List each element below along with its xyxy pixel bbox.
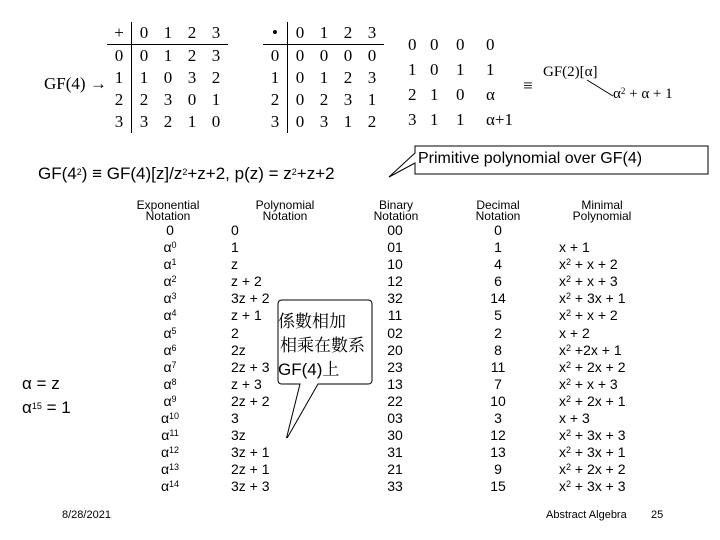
add-table-cell: 3 xyxy=(163,90,173,109)
mul-table-row xyxy=(263,45,384,68)
exp-cell: $\alpha^{10}$ xyxy=(160,410,180,427)
add-table-cell: 3 xyxy=(187,68,197,87)
min-cell: $x^2 + 2x + 2$ xyxy=(559,461,626,478)
title-sup-2: 2 xyxy=(182,167,188,177)
add-table-row xyxy=(107,111,228,133)
header-exp-line2: Notation xyxy=(145,209,191,223)
poly-cell: 3z + 2 xyxy=(231,290,270,307)
min-cell: $x^2 + x + 3$ xyxy=(559,273,618,290)
min-cell: $x^2 + 2x + 1$ xyxy=(559,392,626,409)
add-table-header-cell: 3 xyxy=(204,22,228,45)
dec-cell: 3 xyxy=(494,410,502,427)
elem-map-cell: 1 xyxy=(430,110,439,129)
mul-table-cell: 0 xyxy=(295,90,305,109)
poly-cell: 3 xyxy=(231,410,239,427)
poly-cell: z + 3 xyxy=(231,375,262,392)
poly-cell: z xyxy=(231,256,238,273)
exp-cell: $\alpha^1$ xyxy=(163,256,177,273)
poly-cell: 3z + 3 xyxy=(231,478,270,495)
add-table-cell: 1 xyxy=(187,112,197,131)
dec-cell: 12 xyxy=(490,427,506,444)
elem-map-cell: 2 xyxy=(408,85,417,104)
bin-cell: 13 xyxy=(387,375,403,392)
add-table-cell: 1 xyxy=(163,46,173,65)
dec-cell: 7 xyxy=(494,375,502,392)
dec-cell: 2 xyxy=(494,324,502,341)
min-column xyxy=(559,222,669,496)
poly-cell: 0 xyxy=(231,222,239,238)
bin-cell: 01 xyxy=(387,239,403,256)
elem-map-cell: 1 xyxy=(486,60,495,79)
dec-cell: 0 xyxy=(494,222,502,238)
add-table-cell: 0 xyxy=(187,90,197,109)
min-cell: $x^2 +2x + 1$ xyxy=(559,341,622,358)
exp-column xyxy=(140,222,200,496)
min-cell: $x^2 + 3x + 3$ xyxy=(559,427,626,444)
gf2-label: GF(2)[α] xyxy=(543,64,598,80)
alpha-eq-1: α = z xyxy=(22,374,60,393)
title-part-2: ) ≡ GF(4)[z]/z xyxy=(81,164,183,183)
elem-map-cell: α xyxy=(486,85,495,104)
poly-cell: 1 xyxy=(231,239,239,256)
poly-cell: 2z + 1 xyxy=(231,461,270,478)
add-table-cell: 2 xyxy=(211,68,221,87)
mul-table-header-cell: 0 xyxy=(288,22,313,45)
elem-map-cell: 0 xyxy=(456,35,465,54)
footer-page: 25 xyxy=(651,509,664,521)
dec-cell: 5 xyxy=(494,307,502,324)
exp-cell: $\alpha^{11}$ xyxy=(161,427,179,444)
min-cell: x + 2 xyxy=(559,324,590,341)
dec-cell: 8 xyxy=(494,341,502,358)
mul-table-cell: 0 xyxy=(295,112,305,131)
elem-map-cell: 0 xyxy=(456,85,465,104)
dec-column xyxy=(473,222,523,496)
alpha-eq-2: $\alpha^{15} = 1$ xyxy=(22,398,71,417)
dec-cell: 14 xyxy=(490,290,506,307)
header-poly-line1: Polynomial xyxy=(255,198,315,212)
exp-cell: 0 xyxy=(166,222,174,238)
elem-map-cell: 0 xyxy=(486,35,495,54)
elem-map-cell: 0 xyxy=(430,35,439,54)
dec-cell: 10 xyxy=(490,392,506,409)
mul-table-row xyxy=(263,67,384,89)
min-cell: $x^2 + 3x + 1$ xyxy=(559,290,626,307)
footer-course: Abstract Algebra xyxy=(546,509,627,521)
min-cell: $x^2 + x + 2$ xyxy=(559,256,618,273)
add-table-corner: + xyxy=(107,22,132,45)
callout-mid-line1: 係數相加 xyxy=(278,312,346,331)
add-table-cell: 0 xyxy=(211,112,221,131)
title-part-3: +z+2, p(z) = z xyxy=(187,164,292,183)
elem-map-cell: 0 xyxy=(408,35,417,54)
mul-table-cell: 3 xyxy=(319,112,329,131)
poly-cell: 3z + 1 xyxy=(231,444,270,461)
header-poly-line2: Notation xyxy=(262,209,308,223)
callout-mid-line2: 相乘在數系 xyxy=(280,336,365,355)
mul-table-header-cell: 2 xyxy=(336,22,360,45)
add-table-cell: 3 xyxy=(211,46,221,65)
elem-map-cell: α+1 xyxy=(486,110,513,129)
mul-table-row xyxy=(263,111,384,133)
mul-table-cell: 0 xyxy=(295,68,305,87)
callout-top: Primitive polynomial over GF(4) xyxy=(418,150,643,167)
poly-cell: 2z xyxy=(231,341,246,358)
poly-cell: z + 2 xyxy=(231,273,262,290)
exp-cell: $\alpha^2$ xyxy=(163,273,177,290)
mul-table-cell: 2 xyxy=(343,68,353,87)
bin-cell: 32 xyxy=(387,290,403,307)
dec-cell: 4 xyxy=(494,256,502,273)
header-min-line2: Polynomial xyxy=(572,209,632,223)
header-exp xyxy=(125,200,211,222)
dec-cell: 1 xyxy=(494,239,502,256)
bin-cell: 02 xyxy=(387,324,403,341)
gf2-poly-label: $\alpha^2 + \alpha + 1$ xyxy=(613,86,673,102)
add-table-cell: 1 xyxy=(211,90,221,109)
equiv-symbol: ≡ xyxy=(523,76,533,95)
mul-table-cell: 2 xyxy=(319,90,329,109)
mul-table-cell: 3 xyxy=(263,111,288,133)
add-table-header-cell: 0 xyxy=(132,22,157,45)
header-min-line1: Minimal xyxy=(581,198,623,212)
add-table-cell: 3 xyxy=(107,111,132,133)
header-dec-line1: Decimal xyxy=(476,198,520,212)
title-sup-3: 2 xyxy=(291,167,297,177)
mul-table-cell: 1 xyxy=(367,90,377,109)
bin-cell: 03 xyxy=(387,410,403,427)
add-table-cell: 0 xyxy=(139,46,149,65)
min-cell: $x^2 + 2x + 2$ xyxy=(559,358,626,375)
bin-cell: 33 xyxy=(387,478,403,495)
poly-cell: 2 xyxy=(231,324,239,341)
min-cell: $x^2 + 3x + 1$ xyxy=(559,444,626,461)
bin-cell: 00 xyxy=(387,222,403,238)
multiplication-table xyxy=(263,22,384,133)
mul-table-cell: 0 xyxy=(343,46,353,65)
mul-table-cell: 0 xyxy=(263,45,288,68)
mul-table-cell: 0 xyxy=(295,46,305,65)
min-cell: $x^2 + 3x + 3$ xyxy=(559,478,626,495)
exp-cell: $\alpha^7$ xyxy=(163,358,177,375)
mul-table-cell: 0 xyxy=(367,46,377,65)
title-part-4: +z+2 xyxy=(296,164,335,183)
exp-cell: $\alpha^{13}$ xyxy=(160,461,180,478)
add-table-cell: 2 xyxy=(107,89,132,111)
bin-cell: 31 xyxy=(387,444,403,461)
add-table-cell: 0 xyxy=(107,45,132,68)
header-poly xyxy=(242,200,328,222)
mul-table-header-cell: 1 xyxy=(312,22,336,45)
add-table-cell: 2 xyxy=(187,46,197,65)
add-table-cell: 2 xyxy=(139,90,149,109)
add-table-header-cell: 2 xyxy=(180,22,204,45)
dec-cell: 15 xyxy=(490,478,506,495)
mul-table-cell: 2 xyxy=(263,89,288,111)
add-table-row xyxy=(107,89,228,111)
exp-cell: $\alpha^9$ xyxy=(163,392,177,409)
bin-cell: 23 xyxy=(387,358,403,375)
elem-map-cell: 1 xyxy=(456,110,465,129)
mul-table-header-cell: 3 xyxy=(360,22,384,45)
add-table-cell: 1 xyxy=(139,68,149,87)
add-table-row xyxy=(107,67,228,89)
add-table-header-cell: 1 xyxy=(156,22,180,45)
mul-table-cell: 1 xyxy=(343,112,353,131)
bin-cell: 10 xyxy=(387,256,403,273)
add-table-cell: 2 xyxy=(163,112,173,131)
mul-table-cell: 1 xyxy=(263,67,288,89)
mul-table-cell: 1 xyxy=(319,68,329,87)
header-bin xyxy=(356,200,436,222)
header-exp-line1: Exponential xyxy=(136,198,200,212)
element-mapping xyxy=(408,35,528,135)
bin-cell: 30 xyxy=(387,427,403,444)
mul-table-cell: 3 xyxy=(343,90,353,109)
elem-map-cell: 1 xyxy=(430,85,439,104)
exp-cell: $\alpha^{12}$ xyxy=(160,444,180,461)
bin-cell: 22 xyxy=(387,392,403,409)
add-table-cell: 1 xyxy=(107,67,132,89)
bin-cell: 11 xyxy=(387,307,403,324)
min-cell: $x^2 + x + 3$ xyxy=(559,375,618,392)
bin-cell: 20 xyxy=(387,341,403,358)
header-bin-line1: Binary xyxy=(378,198,413,212)
gf4-label xyxy=(44,74,107,94)
mul-table-row xyxy=(263,89,384,111)
mul-table-corner: • xyxy=(263,22,288,45)
exp-cell: $\alpha^3$ xyxy=(163,290,177,307)
alpha-equations xyxy=(22,372,71,420)
exp-cell: $\alpha^4$ xyxy=(163,307,177,324)
elem-map-cell: 1 xyxy=(456,60,465,79)
callout-mid-line3: GF(4)上 xyxy=(278,360,340,379)
min-cell: x + 1 xyxy=(559,239,590,256)
title-part-1: GF(4 xyxy=(38,164,77,183)
gf4-label-text: GF(4) xyxy=(44,74,86,93)
elem-map-cell: 1 xyxy=(408,60,417,79)
add-table-cell: 3 xyxy=(139,112,149,131)
min-cell xyxy=(559,222,669,239)
elem-map-cell: 0 xyxy=(430,60,439,79)
min-cell: x + 3 xyxy=(559,410,590,427)
poly-cell: z + 1 xyxy=(231,307,262,324)
min-cell: $x^2 + x + 2$ xyxy=(559,307,618,324)
callout-mid xyxy=(272,310,382,382)
dec-cell: 9 xyxy=(494,461,502,478)
dec-cell: 6 xyxy=(494,273,502,290)
mul-table-cell: 0 xyxy=(319,46,329,65)
addition-table xyxy=(107,22,228,133)
poly-cell: 2z + 2 xyxy=(231,392,270,409)
title-sup-1: 2 xyxy=(76,167,82,177)
mul-table-cell: 2 xyxy=(367,112,377,131)
bin-cell: 12 xyxy=(387,273,403,290)
poly-cell: 2z + 3 xyxy=(231,358,270,375)
bin-cell: 21 xyxy=(387,461,403,478)
right-arrow-icon: → xyxy=(89,74,107,93)
page-title xyxy=(38,164,335,184)
header-min xyxy=(562,200,642,222)
header-dec-line2: Notation xyxy=(475,209,521,223)
dec-cell: 11 xyxy=(490,358,506,375)
exp-cell: $\alpha^6$ xyxy=(163,341,177,358)
poly-cell: 3z xyxy=(231,427,246,444)
dec-cell: 13 xyxy=(490,444,506,461)
exp-cell: $\alpha^5$ xyxy=(163,324,177,341)
mul-table-cell: 3 xyxy=(367,68,377,87)
footer-date: 8/28/2021 xyxy=(62,509,111,521)
header-dec xyxy=(458,200,538,222)
add-table-row xyxy=(107,45,228,68)
add-table-cell: 0 xyxy=(163,68,173,87)
exp-cell: $\alpha^0$ xyxy=(163,239,177,256)
header-bin-line2: Notation xyxy=(373,209,419,223)
elem-map-cell: 3 xyxy=(408,110,417,129)
exp-cell: $\alpha^{14}$ xyxy=(160,478,180,495)
exp-cell: $\alpha^8$ xyxy=(163,375,177,392)
